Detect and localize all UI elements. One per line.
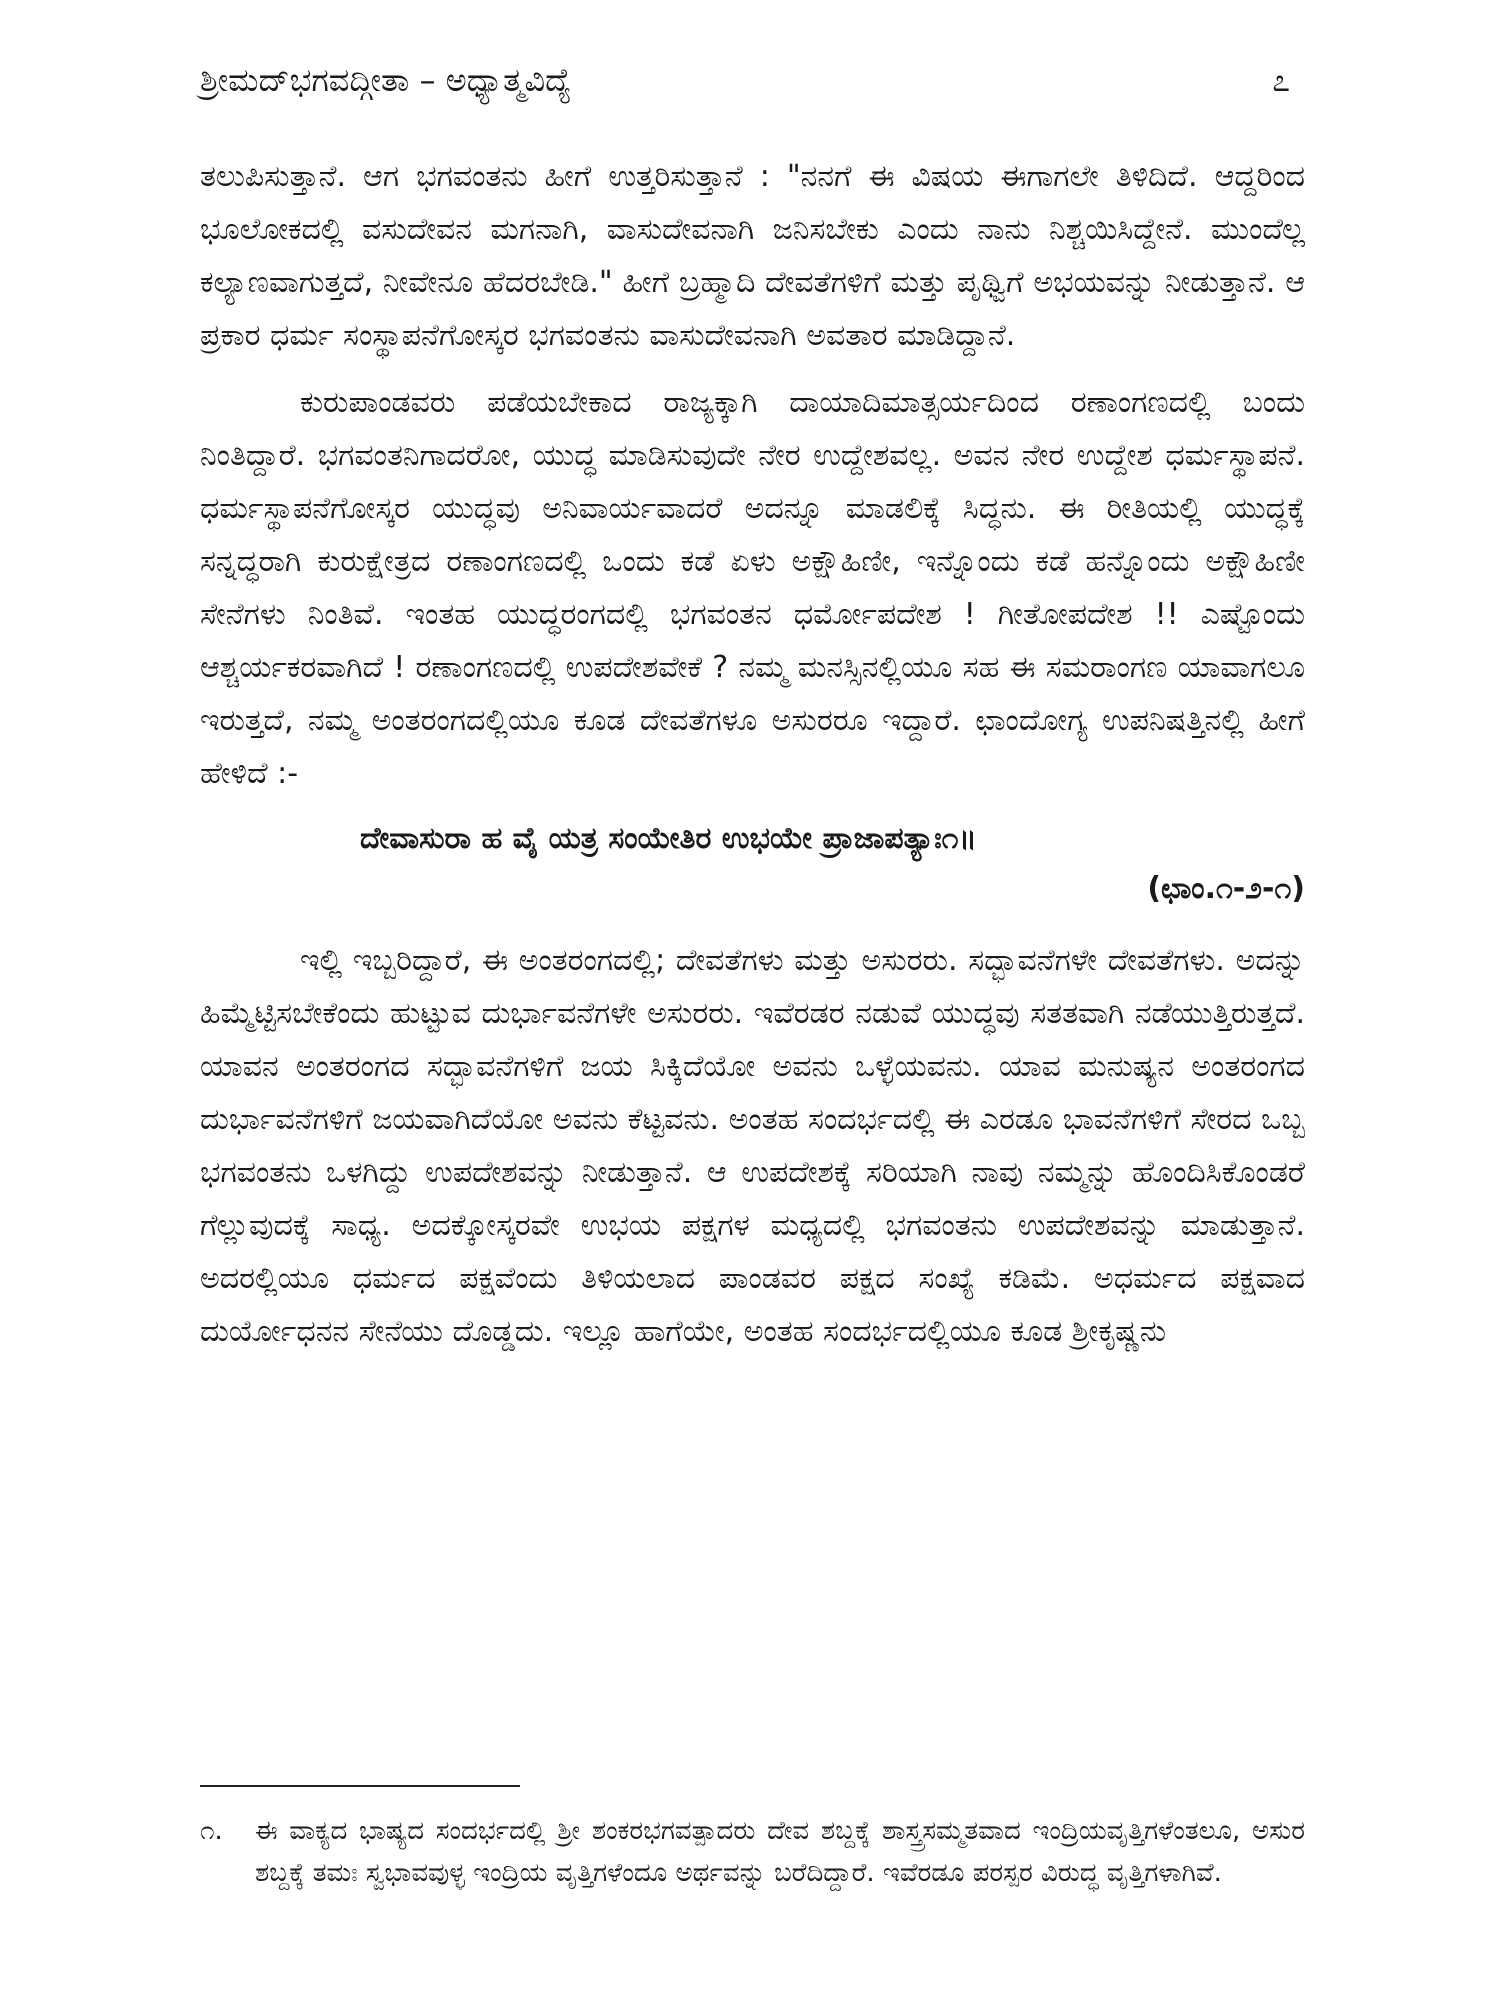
header-title: ಶ್ರೀಮದ್‌ಭಗವದ್ಗೀತಾ – ಅಧ್ಯಾತ್ಮವಿದ್ಯೆ [200, 61, 572, 99]
footnote-text: ಈ ವಾಕ್ಯದ ಭಾಷ್ಯದ ಸಂದರ್ಭದಲ್ಲಿ ಶ್ರೀ ಶಂಕರಭಗವತ್ಪಾದರು ದೇವ ಶಬ್ದಕ್ಕೆ ಶಾಸ್ತ್ರಸಮ್ಮತವಾದ ಇಂದ್ರಿಯವೃತ್ತಿಗಳೆಂತಲೂ, ಅಸುರ ಶಬ್ದಕ್ಕೆ ತಮಃ ಸ್ವಭಾವವುಳ್ಳ ಇಂದ್ರಿಯ ವೃತ್ತಿಗಳೆಂದೂ ಅರ್ಥವನ್ನು ಬರೆದಿದ್ದಾರೆ. ಇವೆರಡೂ ಪರಸ್ಪರ ವಿರುದ್ಧ ವೃತ್ತಿಗಳಾಗಿವೆ. [255, 1816, 1305, 1888]
main-text [200, 150, 1305, 1372]
footnote-divider [200, 1785, 520, 1787]
paragraph-3: ಇಲ್ಲಿ ಇಬ್ಬರಿದ್ದಾರೆ, ಈ ಅಂತರಂಗದಲ್ಲಿ; ದೇವತೆಗಳು ಮತ್ತು ಅಸುರರು. ಸದ್ಭಾವನೆಗಳೇ ದೇವತೆಗಳು. ಅದನ್ನು ಹಿಮ್ಮೆಟ್ಟಿಸಬೇಕೆಂದು ಹುಟ್ಟುವ ದುರ್ಭಾವನೆಗಳೇ ಅಸುರರು. ಇವೆರಡರ ನಡುವೆ ಯುದ್ಧವು ಸತತವಾಗಿ ನಡೆಯುತ್ತಿರುತ್ತದೆ. ಯಾವನ ಅಂತರಂಗದ ಸದ್ಭಾವನೆಗಳಿಗೆ ಜಯ ಸಿಕ್ಕಿದೆಯೋ ಅವನು ಒಳ್ಳೆಯವನು. ಯಾವ ಮನುಷ್ಯನ ಅಂತರಂಗದ ದುರ್ಭಾವನೆಗಳಿಗೆ ಜಯವಾಗಿದೆಯೋ ಅವನು ಕೆಟ್ಟವನು. ಅಂತಹ ಸಂದರ್ಭದಲ್ಲಿ ಈ ಎರಡೂ ಭಾವನೆಗಳಿಗೆ ಸೇರದ ಒಬ್ಬ ಭಗವಂತನು ಒಳಗಿದ್ದು ಉಪದೇಶವನ್ನು ನೀಡುತ್ತಾನೆ. ಆ ಉಪದೇಶಕ್ಕೆ ಸರಿಯಾಗಿ ನಾವು ನಮ್ಮನ್ನು ಹೊಂದಿಸಿಕೊಂಡರೆ ಗೆಲ್ಲುವುದಕ್ಕೆ ಸಾಧ್ಯ. ಅದಕ್ಕೋಸ್ಕರವೇ ಉಭಯ ಪಕ್ಷಗಳ ಮಧ್ಯದಲ್ಲಿ ಭಗವಂತನು ಉಪದೇಶವನ್ನು ಮಾಡುತ್ತಾನೆ. ಅದರಲ್ಲಿಯೂ ಧರ್ಮದ ಪಕ್ಷವೆಂದು ತಿಳಿಯಲಾದ ಪಾಂಡವರ ಪಕ್ಷದ ಸಂಖ್ಯೆ ಕಡಿಮೆ. ಅಧರ್ಮದ ಪಕ್ಷವಾದ ದುರ್ಯೋಧನನ ಸೇನೆಯು ದೊಡ್ಡದು. ಇಲ್ಲೂ ಹಾಗೆಯೇ, ಅಂತಹ ಸಂದರ್ಭದಲ್ಲಿಯೂ ಕೂಡ ಶ್ರೀಕೃಷ್ಣನು [200, 943, 1305, 1349]
footnote-number: ೧. [200, 1816, 223, 1846]
verse-text: ದೇವಾಸುರಾ ಹ ವೈ ಯತ್ರ ಸಂಯೇತಿರ ಉಭಯೇ ಪ್ರಾಜಾಪತ್ಯಾಃ೧॥ [360, 821, 977, 856]
paragraph-1: ತಲುಪಿಸುತ್ತಾನೆ. ಆಗ ಭಗವಂತನು ಹೀಗೆ ಉತ್ತರಿಸುತ್ತಾನೆ : "ನನಗೆ ಈ ವಿಷಯ ಈಗಾಗಲೇ ತಿಳಿದಿದೆ. ಆದ್ದರಿಂದ ಭೂಲೋಕದಲ್ಲಿ ವಸುದೇವನ ಮಗನಾಗಿ, ವಾಸುದೇವನಾಗಿ ಜನಿಸಬೇಕು ಎಂದು ನಾನು ನಿಶ್ಚಯಿಸಿದ್ದೇನೆ. ಮುಂದೆಲ್ಲ ಕಲ್ಯಾಣವಾಗುತ್ತದೆ, ನೀವೇನೂ ಹೆದರಬೇಡಿ." ಹೀಗೆ ಬ್ರಹ್ಮಾದಿ ದೇವತೆಗಳಿಗೆ ಮತ್ತು ಪೃಥ್ವಿಗೆ ಅಭಯವನ್ನು ನೀಡುತ್ತಾನೆ. ಆ ಪ್ರಕಾರ ಧರ್ಮ ಸಂಸ್ಥಾಪನೆಗೋಸ್ಕರ ಭಗವಂತನು ವಾಸುದೇವನಾಗಿ ಅವತಾರ ಮಾಡಿದ್ದಾನೆ. [200, 159, 1305, 353]
paragraph-2: ಕುರುಪಾಂಡವರು ಪಡೆಯಬೇಕಾದ ರಾಜ್ಯಕ್ಕಾಗಿ ದಾಯಾದಿಮಾತ್ಸರ್ಯದಿಂದ ರಣಾಂಗಣದಲ್ಲಿ ಬಂದು ನಿಂತಿದ್ದಾರೆ. ಭಗವಂತನಿಗಾದರೋ, ಯುದ್ಧ ಮಾಡಿಸುವುದೇ ನೇರ ಉದ್ದೇಶವಲ್ಲ. ಅವನ ನೇರ ಉದ್ದೇಶ ಧರ್ಮಸ್ಥಾಪನೆ. ಧರ್ಮಸ್ಥಾಪನೆಗೋಸ್ಕರ ಯುದ್ಧವು ಅನಿವಾರ್ಯವಾದರೆ ಅದನ್ನೂ ಮಾಡಲಿಕ್ಕೆ ಸಿದ್ಧನು. ಈ ರೀತಿಯಲ್ಲಿ ಯುದ್ಧಕ್ಕೆ ಸನ್ನದ್ಧರಾಗಿ ಕುರುಕ್ಷೇತ್ರದ ರಣಾಂಗಣದಲ್ಲಿ ಒಂದು ಕಡೆ ಏಳು ಅಕ್ಷೌಹಿಣೀ, ಇನ್ನೊಂದು ಕಡೆ ಹನ್ನೊಂದು ಅಕ್ಷೌಹಿಣೀ ಸೇನೆಗಳು ನಿಂತಿವೆ. ಇಂತಹ ಯುದ್ಧರಂಗದಲ್ಲಿ ಭಗವಂತನ ಧರ್ಮೋಪದೇಶ ! ಗೀತೋಪದೇಶ !! ಎಷ್ಟೊಂದು ಆಶ್ಚರ್ಯಕರವಾಗಿದೆ ! ರಣಾಂಗಣದಲ್ಲಿ ಉಪದೇಶವೇಕೆ ? ನಮ್ಮ ಮನಸ್ಸಿನಲ್ಲಿಯೂ ಸಹ ಈ ಸಮರಾಂಗಣ ಯಾವಾಗಲೂ ಇರುತ್ತದೆ, ನಮ್ಮ ಅಂತರಂಗದಲ್ಲಿಯೂ ಕೂಡ ದೇವತೆಗಳೂ ಅಸುರರೂ ಇದ್ದಾರೆ. ಛಾಂದೋಗ್ಯ ಉಪನಿಷತ್ತಿನಲ್ಲಿ ಹೀಗೆ ಹೇಳಿದೆ :- [200, 385, 1305, 791]
running-header [200, 60, 1300, 120]
footnote [200, 1810, 1305, 1894]
verse-reference: (ಛಾಂ.೧-೨-೧) [1147, 871, 1305, 906]
page-number: ೭ [1272, 61, 1290, 99]
